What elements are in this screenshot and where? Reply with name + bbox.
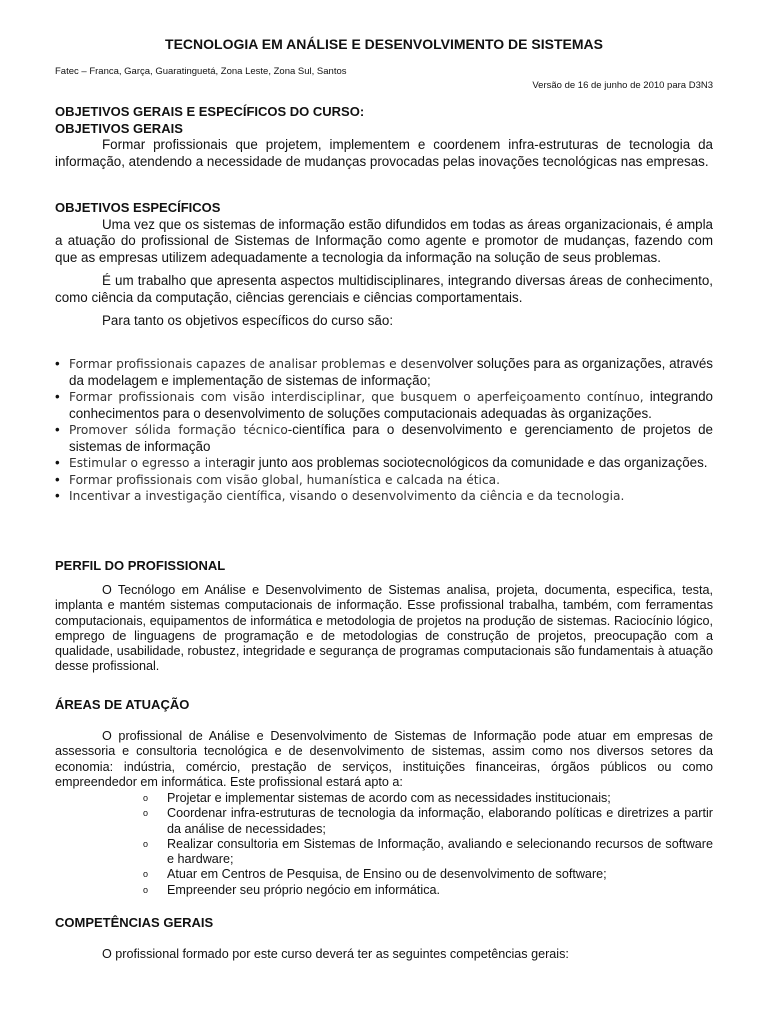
objetivos-especificos-section bbox=[55, 200, 713, 330]
list-item: • Formar profissionais com visão global, humanística e calcada na ética. bbox=[55, 471, 500, 487]
objetivos-especificos-p1: Uma vez que os sistemas de informação estão difundidos em todas as áreas organizacionais, é ampla a atuação do profissional de Sistemas de Informação como agente e promotor de mudanças, fazendo com que as empresas utilizem adequadamente a tecnologia da informação na solução de seus problemas. bbox=[55, 216, 713, 265]
version-line: Versão de 16 de junho de 2010 para D3N3 bbox=[532, 80, 713, 91]
list-item: o Realizar consultoria em Sistemas de Informação, avaliando e selecionando recursos de software e hardware; bbox=[143, 836, 713, 867]
perfil-text: O Tecnólogo em Análise e Desenvolvimento de Sistemas analisa, projeta, documenta, especifica, testa, implanta e mantém sistemas computacionais de informação. Esse profissional trabalha, também, com ferramentas computacionais, equipamentos de informática e metodologia de projetos na produção de sistemas. Raciocínio lógico, emprego de linguagens de programação e de metodologias de construção de projetos, preocupação com a qualidade, usabilidade, robustez, integridade e segurança de programas computacionais são fundamentais à atuação desse profissional. bbox=[55, 583, 713, 674]
list-item: o Coordenar infra-estruturas de tecnologia da informação, elaborando políticas e diretrizes a partir da análise de necessidades; bbox=[143, 806, 713, 836]
areas-heading: ÁREAS DE ATUAÇÃO bbox=[55, 697, 190, 712]
areas-text: O profissional de Análise e Desenvolvimento de Sistemas de Informação pode atuar em empresas de assessoria e consultoria tecnológica e de desenvolvimento de sistemas, assim como nos diversos setores da economia: indústria, comércio, prestação de serviços, instituições financeiras, órgãos públicos ou como empreendedor em informática. Este profissional estará apto a: bbox=[55, 729, 713, 789]
competencias-text: O profissional formado por este curso deverá ter as seguintes competências gerais: bbox=[102, 947, 569, 961]
objetivos-gerais-text: Formar profissionais que projetem, implementem e coordenem infra-estruturas de tecnologia da informação, atendendo a necessidade de mudanças provocadas pelas inovações tecnológicas nas empresas. bbox=[55, 137, 713, 169]
perfil-heading: PERFIL DO PROFISSIONAL bbox=[55, 558, 226, 573]
objetivos-bullet-list bbox=[55, 356, 713, 505]
competencias-section bbox=[55, 915, 713, 932]
objetivos-especificos-heading: OBJETIVOS ESPECÍFICOS bbox=[55, 200, 221, 215]
objetivos-gerais-heading: OBJETIVOS GERAIS bbox=[55, 120, 183, 136]
list-item: o Empreender seu próprio negócio em informática. bbox=[143, 882, 441, 897]
document-title: TECNOLOGIA EM ANÁLISE E DESENVOLVIMENTO DE SISTEMAS bbox=[165, 36, 603, 52]
list-item: • Formar profissionais com visão interdisciplinar, que busquem o aperfeiçoamento contínuo, integrando conhecimentos para o desenvolvimento de soluções computacionais adequadas às organizações. bbox=[55, 389, 713, 421]
list-item: o Atuar em Centros de Pesquisa, de Ensino ou de desenvolvimento de software; bbox=[143, 867, 607, 882]
perfil-section bbox=[55, 558, 713, 575]
list-item: o Projetar e implementar sistemas de acordo com as necessidades institucionais; bbox=[143, 791, 611, 805]
objetivos-section bbox=[55, 104, 713, 170]
objetivos-especificos-p2: É um trabalho que apresenta aspectos multidisciplinares, integrando diversas áreas de conhecimento, como ciência da computação, ciências gerenciais e ciências comportamentais. bbox=[55, 273, 713, 305]
list-item: • Estimular o egresso a interagir junto aos problemas sociotecnológicos da comunidade e das organizações. bbox=[55, 455, 708, 470]
list-item: • Formar profissionais capazes de analisar problemas e desenvolver soluções para as organizações, através da modelagem e implementação de sistemas de informação; bbox=[55, 356, 714, 388]
areas-sub-list bbox=[143, 791, 713, 898]
list-item: • Promover sólida formação técnico-científica para o desenvolvimento e gerenciamento de projetos de sistemas de informação bbox=[55, 422, 713, 454]
competencias-heading: COMPETÊNCIAS GERAIS bbox=[55, 915, 214, 930]
areas-section bbox=[55, 697, 713, 714]
objetivos-heading: OBJETIVOS GERAIS E ESPECÍFICOS DO CURSO: bbox=[55, 104, 365, 119]
objetivos-especificos-p3: Para tanto os objetivos específicos do curso são: bbox=[102, 313, 394, 328]
institutions-line: Fatec – Franca, Garça, Guaratinguetá, Zona Leste, Zona Sul, Santos bbox=[55, 66, 347, 77]
list-item: • Incentivar a investigação científica, visando o desenvolvimento da ciência e da tecnologia. bbox=[55, 488, 625, 503]
